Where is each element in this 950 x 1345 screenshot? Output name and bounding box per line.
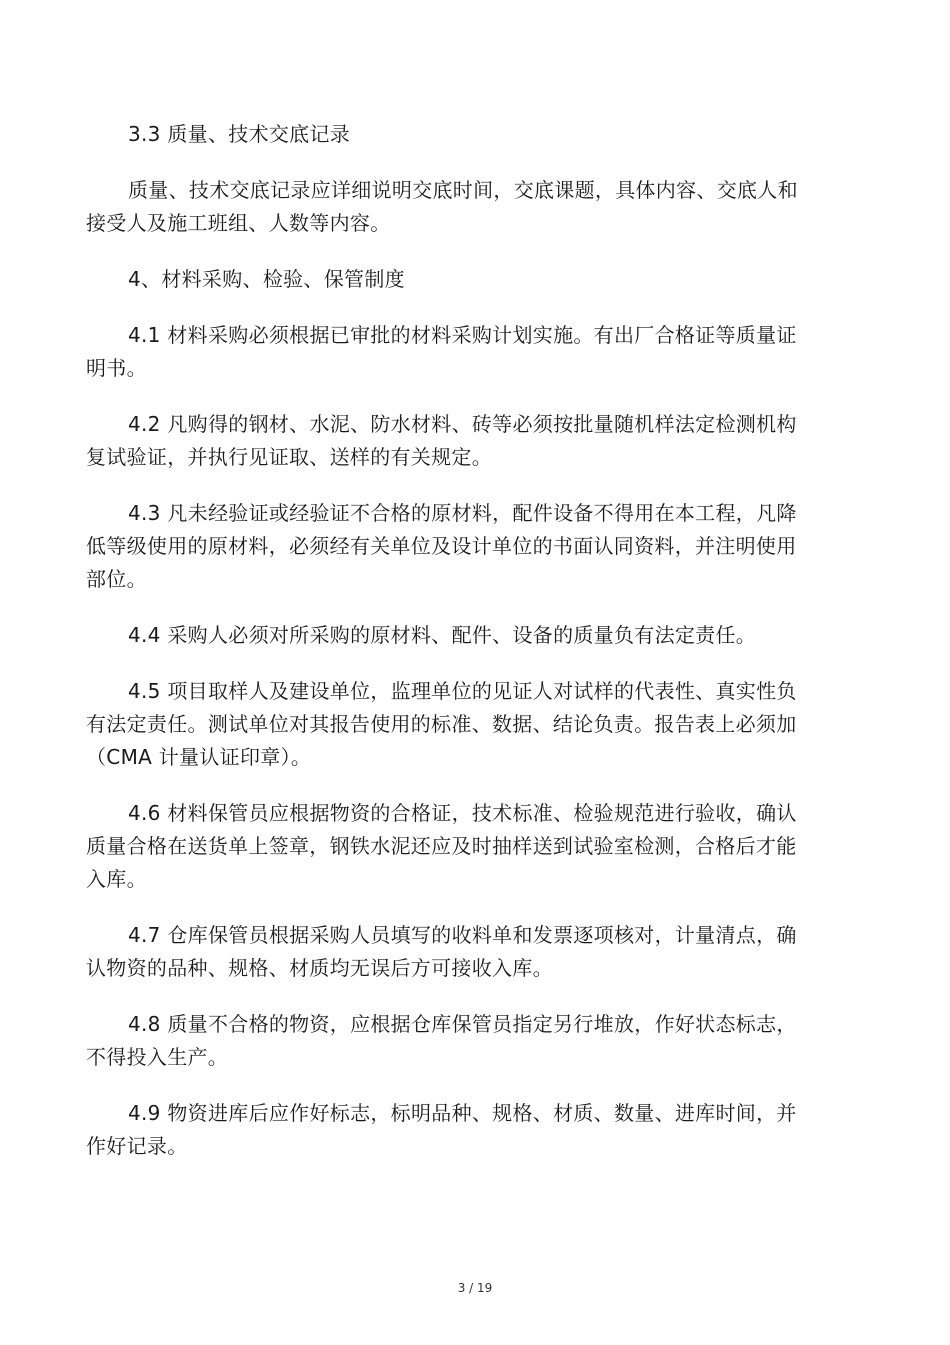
paragraph-4-9: 4.9 物资进库后应作好标志，标明品种、规格、材质、数量、进库时间，并作好记录。 xyxy=(86,1101,797,1158)
section-heading-4: 4、材料采购、检验、保管制度 xyxy=(128,267,405,291)
paragraph-4-5: 4.5 项目取样人及建设单位，监理单位的见证人对试样的代表性、真实性负有法定责任。测试单位对其报告使用的标准、数据、结论负责。报告表上必须加（CMA 计量认证印章）。 xyxy=(86,679,797,769)
document-body xyxy=(86,118,816,1186)
paragraph-3-3-body: 质量、技术交底记录应详细说明交底时间，交底课题，具体内容、交底人和接受人及施工班组、人数等内容。 xyxy=(86,178,798,235)
paragraph-4-6: 4.6 材料保管员应根据物资的合格证，技术标准、检验规范进行验收，确认质量合格在送货单上签章，钢铁水泥还应及时抽样送到试验室检测，合格后才能入库。 xyxy=(86,801,797,891)
paragraph-4-1: 4.1 材料采购必须根据已审批的材料采购计划实施。有出厂合格证等质量证明书。 xyxy=(86,323,797,380)
page-number: 3 / 19 xyxy=(457,1281,493,1295)
paragraph-4-7: 4.7 仓库保管员根据采购人员填写的收料单和发票逐项核对，计量清点，确认物资的品种、规格、材质均无误后方可接收入库。 xyxy=(86,923,797,980)
section-heading-3-3: 3.3 质量、技术交底记录 xyxy=(128,122,351,146)
paragraph-4-4: 4.4 采购人必须对所采购的原材料、配件、设备的质量负有法定责任。 xyxy=(128,623,757,647)
paragraph-4-8: 4.8 质量不合格的物资，应根据仓库保管员指定另行堆放，作好状态标志，不得投入生产。 xyxy=(86,1012,797,1069)
paragraph-4-3: 4.3 凡未经验证或经验证不合格的原材料，配件设备不得用在本工程，凡降低等级使用的原材料，必须经有关单位及设计单位的书面认同资料，并注明使用部位。 xyxy=(86,501,797,591)
paragraph-4-2: 4.2 凡购得的钢材、水泥、防水材料、砖等必须按批量随机样法定检测机构复试验证，并执行见证取、送样的有关规定。 xyxy=(86,412,797,469)
